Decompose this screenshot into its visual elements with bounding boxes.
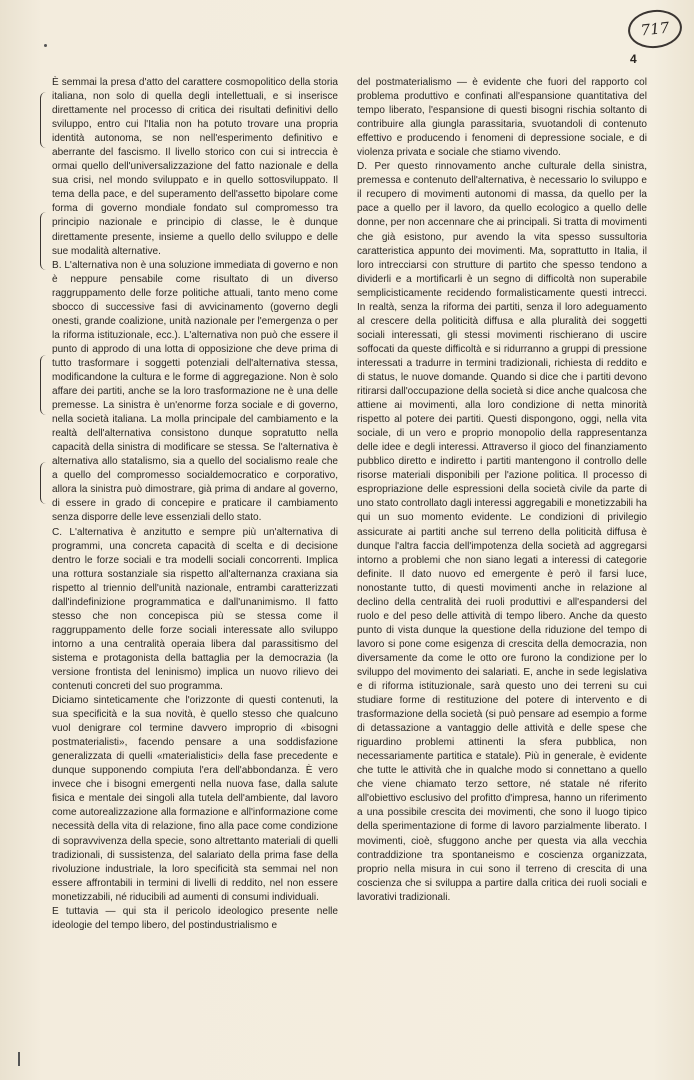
margin-bracket-mark (40, 212, 47, 270)
paragraph: Diciamo sinteticamente che l'orizzonte di questi contenuti, la sua specificità e la sua novità, è quello stesso che qualcuno vuol denigrare col termine davvero improprio di «bisogni postmaterialisti», facendo pensare a una soddisfazione generalizzata di quelli «materialistici» della fase precedente e dunque supponendo compiuta l'era dell'abbondanza. È vero invece che i bisogni emergenti nella nuova fase, dalla salute fisica e mentale dei singoli alla tutela dell'ambiente, dal lavoro come autorealizzazione alla formazione e all'informazione come necessità della vita di relazione, fino alla pace come condizione di sopravvivenza della specie, sono altrettanto materiali di quelli tradizionali, di sussistenza, del salariato della prima fase della rivoluzione industriale, la loro specificità sta semmai nel non essere affrontabili in termini di livelli di reddito, nel non essere monetizzabili, né riducibili ad aumenti di consumi individuali. (52, 695, 338, 903)
margin-bracket-mark (40, 92, 47, 148)
handwritten-page-stamp: 717 (626, 7, 684, 50)
margin-bracket-mark (40, 462, 47, 504)
paragraph: D. Per questo rinnovamento anche culturale della sinistra, premessa e contenuto dell'alternativa, è necessario lo sviluppo e il recupero di movimenti autonomi di massa, da quello per la pace a quello per il lavoro, da quello ecologico a quello delle donne, per non accennare che ai principali. Si tratta di movimenti che già esistono, pur avendo la vita spesso sussultoria caratteristica appunto dei movimenti. Ma, soprattutto in Italia, il loro intrecciarsi con strutture di partito che spesso tendono a dividerli e a mortificarli è un segno di difficoltà non superabile semplicisticamente recidendo formalisticamente questi intrecci. In realtà, senza la riforma dei partiti, senza il loro adeguamento al crescere della politicità diffusa e alla pluralità dei soggetti sociali interessati, gli stessi movimenti rischierano di uscire soffocati da queste difficoltà e si ridurranno a gruppi di pressione interessati a tradurre in termini tradizionali, richiesta di reddito e di status, le nuove domande. Quando si dice che i partiti devono ritirarsi dall'occupazione della società si dice anche qualcosa che attiene ai movimenti, alla loro condizione di netta minorità rispetto al potere dei partiti. Questi dispongono, oggi, nella vita sociale, di un vero e proprio monopolio della rappresentanza delle idee e degli interessi. Attraverso il gioco del finanziamento pubblico diretto e indiretto i partiti mantengono il controllo delle risorse materiali disponibili per l'azione politica. Il processo di espropriazione delle espressioni della società civile da parte di uno stato controllato dagli interessi aggregabili e monetizzabili ha qui un suo momento evidente. Le condizioni di privilegio assicurate ai partiti anche sul terreno della politicità diffusa è dunque l'altra faccia dell'impotenza della società ad aggregarsi intorno a problemi che non siano legati a interessi di categorie definite. Il dato nuovo ed emergente è però il farsi luce, nonostante tutto, di questi movimenti anche in relazione al declino della centralità dei ruoli produttivi e all'espandersi del ruolo e del peso delle attività di tempo libero. Anche da questo punto di vista dunque la questione della riduzione del tempo di lavoro si pone come esigenza di crescita della democrazia, non diversamente da come le otto ore furono la condizione per lo sviluppo del movimento dei salariati. E, anche in sede legislativa e di riforma istituzionale, sarà questo uno dei terreni su cui studiare forme di restituzione del potere di intervento e di trasformazione della società (si può pensare ad esempio a forme di detassazione a vantaggio delle attività e delle spese che riguardino problemi attinenti la sfera pubblica, non necessariamente partitica e statale). Più in generale, è evidente che tutte le attività che in qualche modo si connettano a quello che viene chiamato terzo settore, né statale né riferito all'obiettivo esclusivo del profitto d'impresa, hanno un riferimento a una possibile crescita dei movimenti, che sono il luogo tipico della sperimentazione di forme di lavoro parzialmente liberato. I movimenti, cioè, sfuggono anche per questa via alla vecchia contraddizione tra spontaneismo e coscienza organizzata, proprio nella misura in cui sono il terreno di crescita di una coscienza che si sviluppa a partire dalla critica dei ruoli sociali e lavorativi tradizionali. (357, 161, 647, 903)
paragraph: È semmai la presa d'atto del carattere cosmopolitico della storia italiana, non solo di quella degli intellettuali, e si inserisce direttamente nel processo di critica dei risultati definitivi dello sviluppo, entro cui l'Italia non ha potuto trovare una propria identità autonoma, se non nell'esperimento definitivo e aberrante del fascismo. Il livello storico con cui si intreccia è ormai quello dell'universalizzazione del fatto nazionale e della sua crisi, nel mondo sviluppato e in quello sottosviluppato. Il tema della pace, e del superamento dell'assetto bipolare come forma di governo mondiale fondato sul compromesso tra principio nazionale e principio di classe, le è dunque direttamente presente, insieme a quello dello sviluppo e delle sue modalità alternative. (52, 77, 338, 257)
paragraph: E tuttavia — qui sta il pericolo ideologico presente nelle ideologie del tempo libero, del postindustrialismo e (52, 905, 338, 931)
margin-bracket-mark (40, 355, 47, 415)
margin-dot-mark (44, 44, 47, 47)
left-text-column (52, 76, 338, 933)
page-number: 4 (630, 52, 637, 66)
paragraph: B. L'alternativa non è una soluzione immediata di governo e non è neppure pensabile come risultato di un diverso raggruppamento delle forze politiche attuali, tanto meno come sbocco di successive fasi di avvicinamento (governo degli onesti, grande coalizione, unità nazionale per l'emergenza o per la riforma istituzionale, ecc.). L'alternativa non può che essere il punto di approdo di una lotta di opposizione che deve prima di tutto trasformare i soggetti potenziali dell'alternativa stessa, modificandone la cultura e le forme di aggregazione. Non è solo affare dei partiti, anche se la loro trasformazione ne è una delle premesse. La sinistra è un'enorme forza sociale e di governo, nella società italiana. La molla principale del cambiamento e la realtà dell'alternativa consistono dunque sopratutto nella capacità della sinistra di modificare se stessa. Se l'alternativa è alternativa allo statalismo, sia a quello del socialismo reale che a quello del compromesso socialdemocratico e corporativo, allora la sinistra può dimostrare, già prima di andare al governo, di essere in grado di concepire e praticare il cambiamento senza disporre delle leve essenziali dello stato. (52, 259, 338, 524)
right-text-column (357, 76, 647, 905)
edge-mark (18, 1052, 20, 1066)
paragraph: del postmaterialismo — è evidente che fuori del rapporto col problema produttivo e confinati all'espansione quantitativa del tempo liberato, l'espansione di questi bisogni rischia soltanto di contribuire alla giungla parassitaria, svuotandoli di contenuto effettivo e producendo i fenomeni di depressione sociale, e di violenza privata e sociale che stiamo vivendo. (357, 77, 647, 159)
paragraph: C. L'alternativa è anzitutto e sempre più un'alternativa di programmi, una concreta capacità di scelta e di decisione dentro le forze sociali e tra modelli sociali concorrenti. Implica una rottura sostanziale sia rispetto all'alternanza craxiana sia rispetto al triennio dell'unità nazionale, entrambi caratterizzati dall'indefinizione programmatica e dall'unanimismo. Il fatto stesso che non concepisca più se stessa come il raggruppamento delle forze sociali interessate allo sviluppo intorno a una centralità operaia libera dal parassitismo del sistema e protagonista della battaglia per la democrazia (la versione frontista del leninismo) implica un nuovo rilievo dei contenuti concreti del suo programma. (52, 526, 338, 693)
